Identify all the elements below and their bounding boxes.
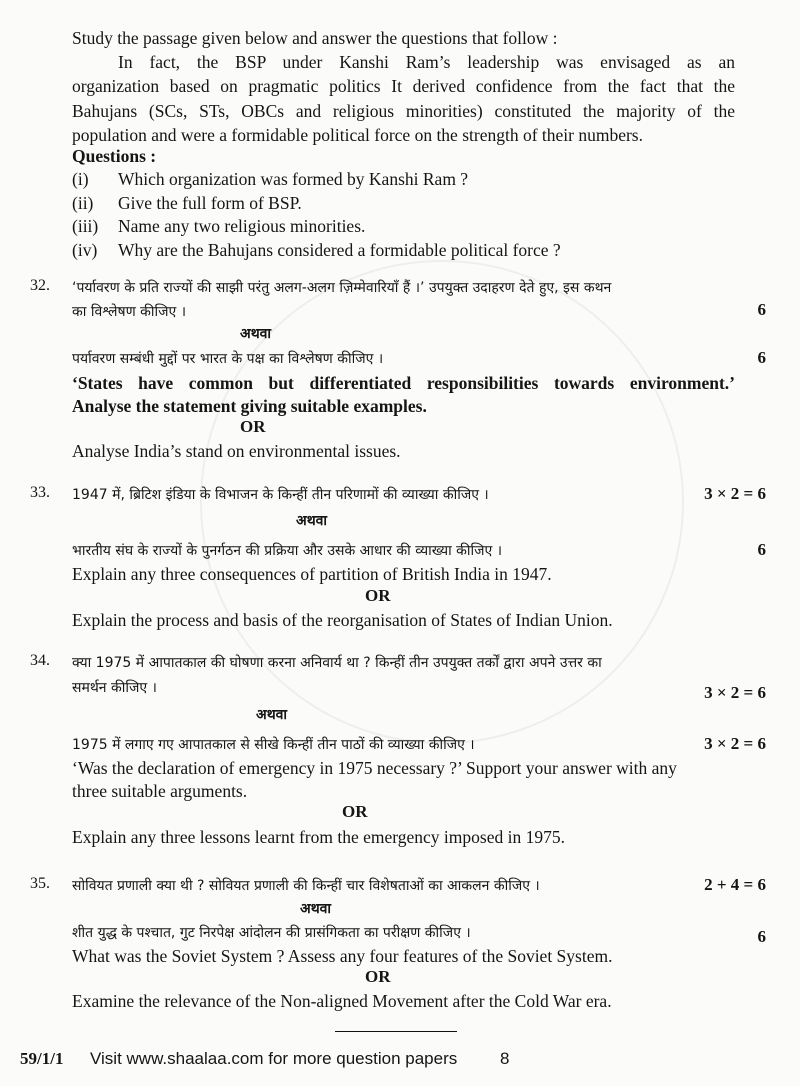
athva-label: अथवा: [296, 513, 328, 529]
athva-label: अथवा: [256, 707, 288, 723]
hindi-question: 1947 में, ब्रिटिश इंडिया के विभाजन के किन्हीं तीन परिणामों की व्याख्या कीजिए ।: [72, 487, 489, 503]
english-alternative: Examine the relevance of the Non-aligned Movement after the Cold War era.: [72, 991, 612, 1011]
hindi-question: सोवियत प्रणाली क्या थी ? सोवियत प्रणाली की किन्हीं चार विशेषताओं का आकलन कीजिए ।: [72, 878, 540, 894]
english-alternative: Explain the process and basis of the reorganisation of States of Indian Union.: [72, 610, 613, 630]
sub-question-number: (i): [72, 169, 89, 189]
english-question: ‘Was the declaration of emergency in 1975 necessary ?’ Support your answer with any: [72, 758, 677, 778]
sub-question: [72, 239, 735, 261]
questions-label: Questions :: [72, 146, 157, 166]
paper-code: 59/1/1: [20, 1049, 64, 1068]
hindi-alternative: भारतीय संघ के राज्यों के पुनर्गठन की प्रक्रिया और उसके आधार की व्याख्या कीजिए ।: [72, 543, 503, 559]
english-question: ‘States have common but differentiated responsibilities towards environment.’: [72, 373, 735, 393]
sub-question: [72, 192, 735, 214]
marks: 6: [757, 300, 766, 319]
sub-question: [72, 168, 735, 190]
sub-question: [72, 215, 735, 237]
sub-question-text: Why are the Bahujans considered a formidable political force ?: [118, 240, 561, 260]
marks: 6: [757, 348, 766, 367]
passage-line: organization based on pragmatic politics It derived confidence from the fact that the: [72, 76, 735, 96]
page-number: 8: [500, 1049, 510, 1068]
english-question: Analyse the statement giving suitable examples.: [72, 396, 427, 416]
hindi-alternative: पर्यावरण सम्बंधी मुद्दों पर भारत के पक्ष का विश्लेषण कीजिए ।: [72, 351, 384, 367]
sub-question-text: Name any two religious minorities.: [118, 216, 366, 236]
hindi-question: का विश्लेषण कीजिए ।: [72, 304, 187, 320]
sub-question-number: (iii): [72, 216, 99, 236]
marks: 6: [757, 927, 766, 946]
or-label: OR: [342, 802, 368, 821]
english-alternative: Analyse India’s stand on environmental issues.: [72, 441, 401, 461]
hindi-alternative: शीत युद्ध के पश्चात, गुट निरपेक्ष आंदोलन की प्रासंगिकता का परीक्षण कीजिए ।: [72, 925, 471, 941]
or-label: OR: [240, 417, 266, 436]
sub-question-text: Which organization was formed by Kanshi Ram ?: [118, 169, 469, 189]
marks: 3 × 2 = 6: [704, 734, 766, 753]
english-question: What was the Soviet System ? Assess any four features of the Soviet System.: [72, 946, 613, 966]
hindi-alternative: 1975 में लगाए गए आपातकाल से सीखे किन्हीं तीन पाठों की व्याख्या कीजिए ।: [72, 737, 475, 753]
marks: 2 + 4 = 6: [704, 875, 766, 894]
or-label: OR: [365, 586, 391, 605]
footer: [20, 1048, 780, 1072]
passage-line: In fact, the BSP under Kanshi Ram’s leadership was envisaged as an: [118, 52, 735, 72]
athva-label: अथवा: [240, 326, 272, 342]
sub-question-text: Give the full form of BSP.: [118, 193, 302, 213]
athva-label: अथवा: [300, 901, 332, 917]
marks: 3 × 2 = 6: [704, 484, 766, 503]
marks: 3 × 2 = 6: [704, 683, 766, 702]
sub-question-number: (ii): [72, 193, 94, 213]
sub-question-number: (iv): [72, 240, 98, 260]
question-number: 32.: [30, 277, 50, 294]
question-number: 34.: [30, 652, 50, 669]
english-question: three suitable arguments.: [72, 781, 248, 801]
hindi-question: क्या 1975 में आपातकाल की घोषणा करना अनिवार्य था ? किन्हीं तीन उपयुक्त तर्कों द्वारा अपने उत्तर का: [72, 655, 602, 671]
or-label: OR: [365, 967, 391, 986]
passage-line: population and were a formidable political force on the strength of their numbers.: [72, 125, 643, 145]
english-question: Explain any three consequences of partition of British India in 1947.: [72, 564, 552, 584]
shaalaa-link[interactable]: Visit www.shaalaa.com for more question papers: [90, 1049, 458, 1068]
question-number: 35.: [30, 875, 50, 892]
hindi-question: समर्थन कीजिए ।: [72, 680, 157, 696]
passage-line: Bahujans (SCs, STs, OBCs and religious minorities) constituted the majority of the: [72, 101, 735, 121]
question-number: 33.: [30, 484, 50, 501]
marks: 6: [757, 540, 766, 559]
hindi-question: ‘पर्यावरण के प्रति राज्यों की साझी परंतु अलग-अलग ज़िम्मेवारियाँ हैं ।’ उपयुक्त उदाहरण देते हुए, इस कथन: [72, 280, 612, 296]
passage-intro: Study the passage given below and answer the questions that follow :: [72, 28, 558, 48]
english-alternative: Explain any three lessons learnt from the emergency imposed in 1975.: [72, 827, 565, 847]
end-rule: [335, 1031, 457, 1032]
